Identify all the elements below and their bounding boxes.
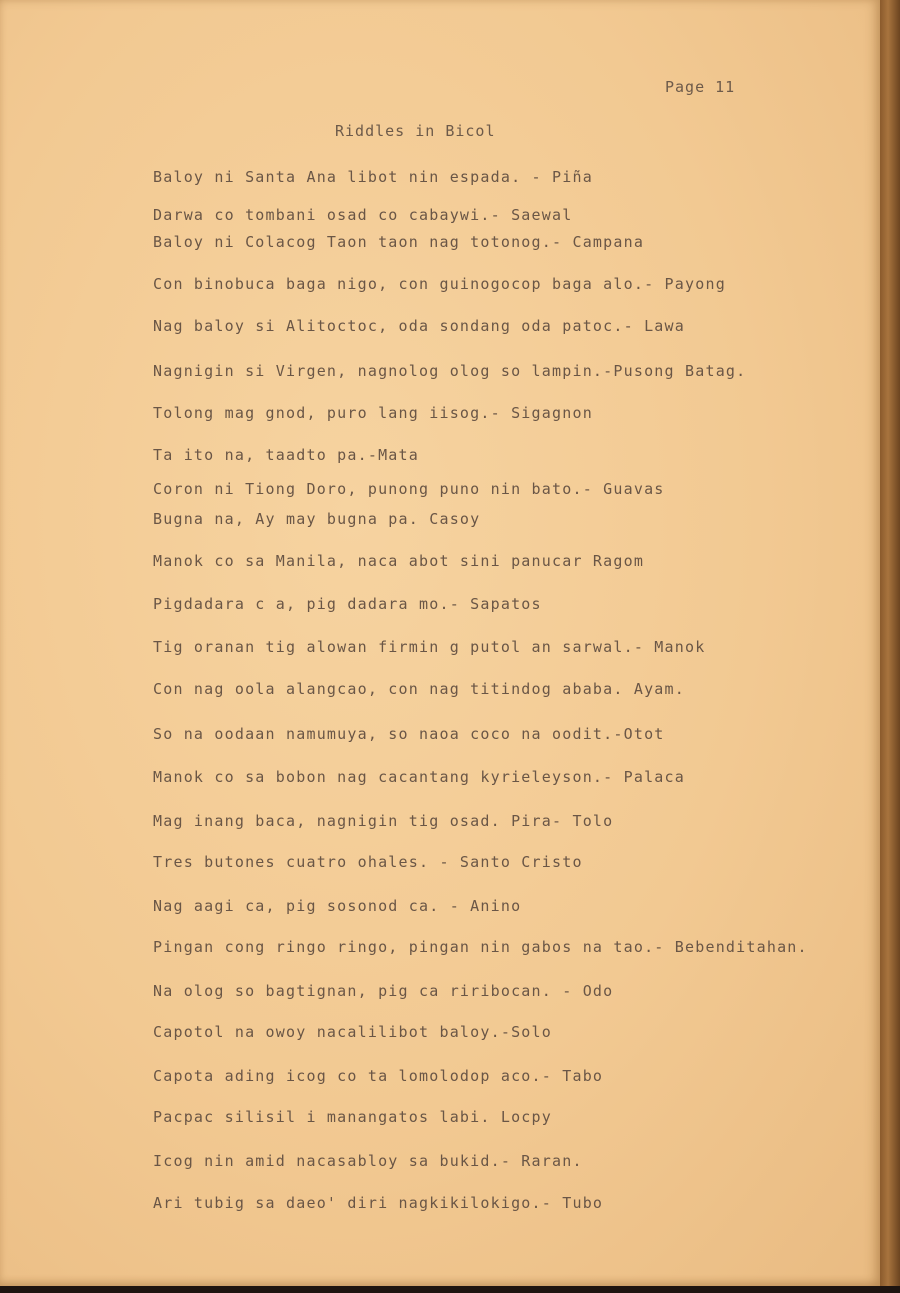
riddle-line: Manok co sa Manila, naca abot sini panucar Ragom	[153, 552, 645, 570]
riddle-line: Icog nin amid nacasabloy sa bukid.- Raran.	[153, 1152, 583, 1170]
riddle-line: Bugna na, Ay may bugna pa. Casoy	[153, 510, 481, 528]
riddle-line: Pigdadara c a, pig dadara mo.- Sapatos	[153, 595, 542, 613]
riddle-line: So na oodaan namumuya, so naoa coco na oodit.-Otot	[153, 725, 665, 743]
riddle-line: Baloy ni Colacog Taon taon nag totonog.- Campana	[153, 233, 645, 251]
riddle-line: Nag aagi ca, pig sosonod ca. - Anino	[153, 897, 522, 915]
riddle-line: Pacpac silisil i manangatos labi. Locpy	[153, 1108, 552, 1126]
riddle-line: Pingan cong ringo ringo, pingan nin gabos na tao.- Bebenditahan.	[153, 938, 808, 956]
riddle-line: Ta ito na, taadto pa.-Mata	[153, 446, 419, 464]
riddle-line: Coron ni Tiong Doro, punong puno nin bato.- Guavas	[153, 480, 665, 498]
riddle-line: Capotol na owoy nacalilibot baloy.-Solo	[153, 1023, 552, 1041]
riddle-line: Capota ading icog co ta lomolodop aco.- Tabo	[153, 1067, 604, 1085]
riddle-line: Con nag oola alangcao, con nag titindog ababa. Ayam.	[153, 680, 685, 698]
riddle-line: Nag baloy si Alitoctoc, oda sondang oda patoc.- Lawa	[153, 317, 685, 335]
riddle-line: Tres butones cuatro ohales. - Santo Cristo	[153, 853, 583, 871]
riddle-line: Na olog so bagtignan, pig ca riribocan. - Odo	[153, 982, 614, 1000]
bottom-edge	[0, 1286, 900, 1293]
riddle-line: Con binobuca baga nigo, con guinogocop baga alo.- Payong	[153, 275, 726, 293]
page-number: Page 11	[665, 78, 736, 96]
riddle-line: Nagnigin si Virgen, nagnolog olog so lampin.-Pusong Batag.	[153, 362, 747, 380]
riddle-line: Tolong mag gnod, puro lang iisog.- Sigagnon	[153, 404, 593, 422]
riddle-line: Manok co sa bobon nag cacantang kyrieleyson.- Palaca	[153, 768, 685, 786]
binding-edge	[880, 0, 900, 1293]
riddle-line: Baloy ni Santa Ana libot nin espada. - Piña	[153, 168, 593, 186]
page-title: Riddles in Bicol	[335, 122, 496, 140]
riddle-line: Ari tubig sa daeo' diri nagkikilokigo.- Tubo	[153, 1194, 604, 1212]
riddle-line: Tig oranan tig alowan firmin g putol an sarwal.- Manok	[153, 638, 706, 656]
riddle-line: Darwa co tombani osad co cabaywi.- Saewal	[153, 206, 573, 224]
riddle-line: Mag inang baca, nagnigin tig osad. Pira- Tolo	[153, 812, 614, 830]
